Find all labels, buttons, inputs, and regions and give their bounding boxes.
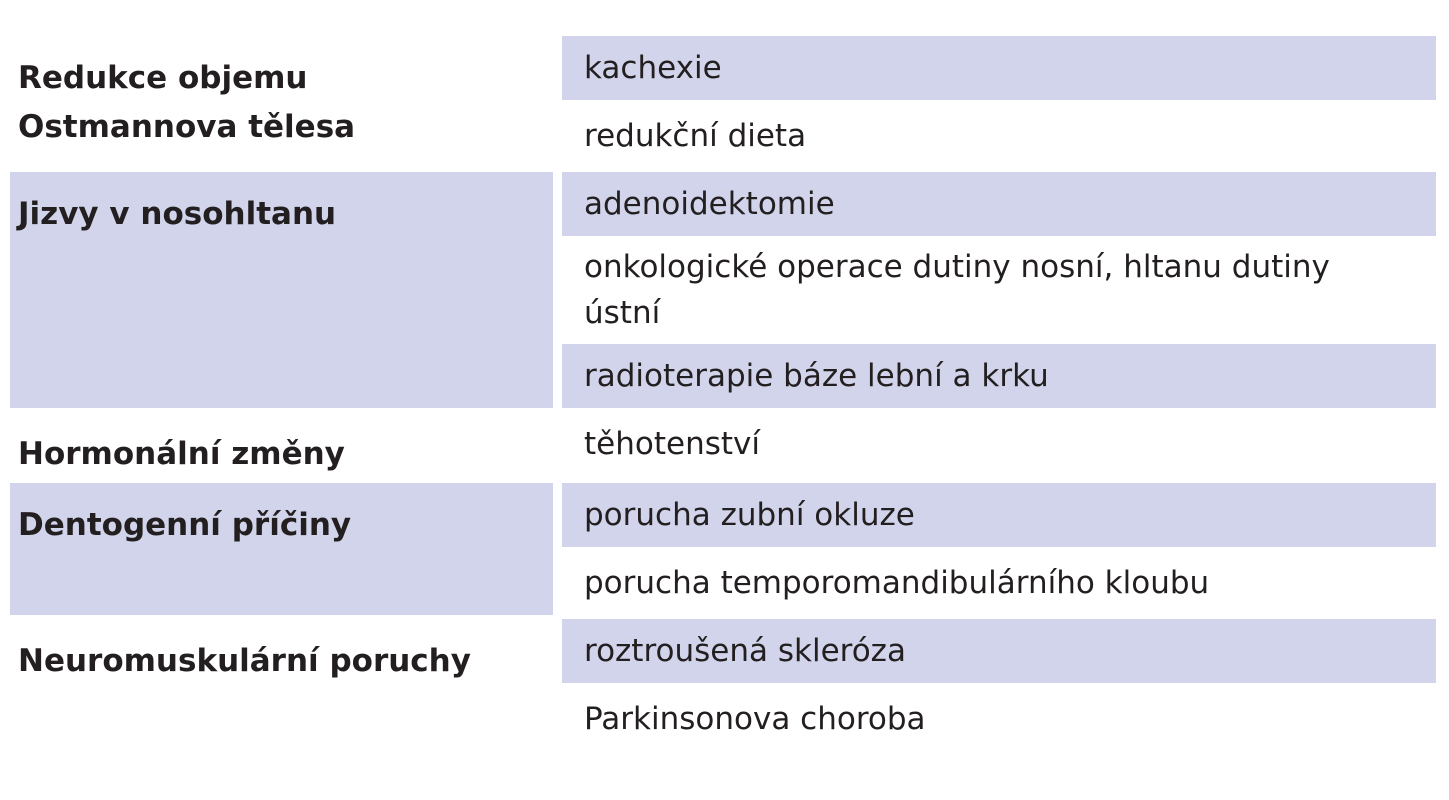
cause-item: roztroušená skleróza [562, 619, 1436, 683]
category-cell [10, 36, 553, 168]
category-cell [10, 483, 553, 615]
causes-table [10, 36, 1436, 755]
cause-item: porucha temporomandibulárního kloubu [584, 565, 1210, 601]
cause-item: onkologické operace dutiny nosní, hltanu dutiny ústní [584, 249, 1330, 331]
table-row-group [10, 619, 1436, 751]
cause-item: Parkinsonova choroba [584, 701, 926, 737]
category-cell [10, 412, 553, 479]
category-label: Dentogenní příčiny [18, 507, 352, 543]
cause-item: těhotenství [584, 426, 760, 462]
category-label: Redukce objemu Ostmannova tělesa [18, 60, 356, 145]
cause-item: adenoidektomie [562, 172, 1436, 236]
table-row-group [10, 172, 1436, 408]
table-row-group [10, 36, 1436, 168]
cause-item: radioterapie báze lební a krku [562, 344, 1436, 408]
table-row-group [10, 412, 1436, 479]
category-label: Neuromuskulární poruchy [18, 643, 471, 679]
items-column [562, 619, 1436, 751]
category-label: Hormonální změny [18, 436, 345, 472]
category-cell [10, 172, 553, 408]
category-cell [10, 619, 553, 751]
items-column [562, 412, 1436, 479]
cause-item: kachexie [562, 36, 1436, 100]
cause-item: redukční dieta [584, 118, 807, 154]
items-column [562, 172, 1436, 408]
table-row-group [10, 483, 1436, 615]
items-column [562, 483, 1436, 615]
cause-item: porucha zubní okluze [562, 483, 1436, 547]
category-label: Jizvy v nosohltanu [18, 196, 337, 232]
items-column [562, 36, 1436, 168]
